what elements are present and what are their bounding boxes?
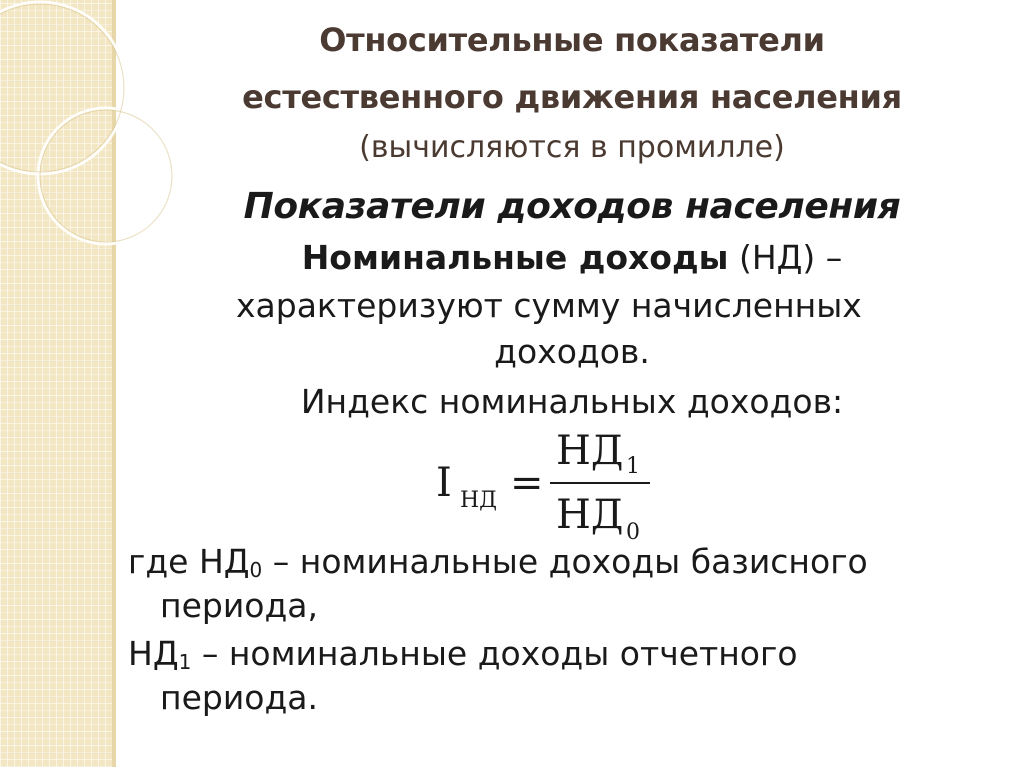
where-line2-prefix: НД xyxy=(128,634,179,673)
section-heading: Показатели доходов населения xyxy=(243,186,901,227)
nominal-income-term xyxy=(120,236,1024,280)
where-line2-rest: – номинальные доходы отчетного xyxy=(191,634,798,673)
nominal-income-abbr: (НД) – xyxy=(728,238,843,277)
formula-numerator: НД xyxy=(556,428,624,474)
formula-denominator-subscript: 0 xyxy=(626,520,640,545)
slide-subtitle: (вычисляются в промилле) xyxy=(359,130,785,165)
slide-title-line2: естественного движения населения xyxy=(242,78,902,116)
index-label: Индекс номинальных доходов: xyxy=(300,382,844,421)
formula-numerator-subscript: 1 xyxy=(626,454,640,479)
formula-lhs-subscript: НД xyxy=(460,488,498,513)
definition-line2: доходов. xyxy=(494,332,650,371)
slide-title-line1: Относительные показатели xyxy=(319,21,825,59)
definition-line1: характеризуют сумму начисленных xyxy=(236,286,862,325)
where-prefix: где НД xyxy=(128,542,250,581)
formula-denominator: НД xyxy=(556,492,624,538)
nominal-income-bold: Номинальные доходы xyxy=(301,238,729,277)
fraction-bar xyxy=(550,482,650,484)
formula-equals: = xyxy=(510,460,544,506)
formula-lhs: I xyxy=(436,460,452,506)
where-line1-rest: – номинальные доходы базисного xyxy=(262,542,868,581)
where-subscript-1: 1 xyxy=(178,650,192,674)
index-formula xyxy=(430,424,670,544)
where-subscript-0: 0 xyxy=(249,558,263,582)
where-line1-continuation: периода, xyxy=(160,586,318,625)
where-line2-continuation: периода. xyxy=(160,678,318,717)
